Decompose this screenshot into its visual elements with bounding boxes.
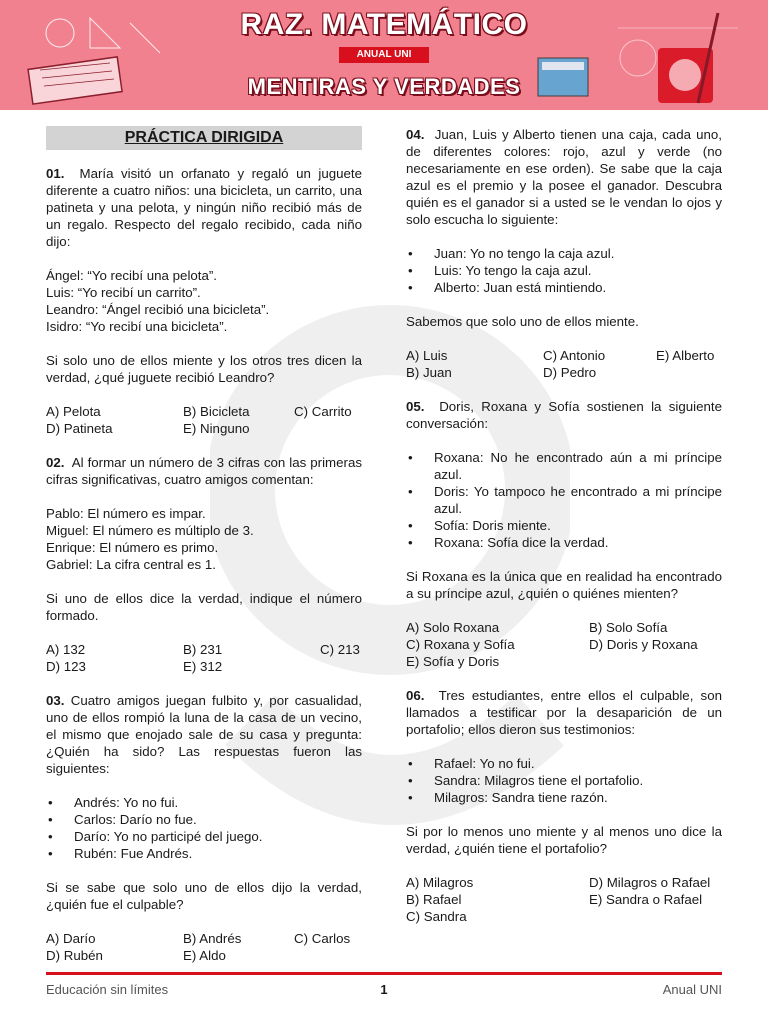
- option: E) Ninguno: [183, 421, 250, 436]
- option: A) Darío: [46, 931, 96, 946]
- option: B) Juan: [406, 365, 452, 380]
- option: A) Pelota: [46, 404, 101, 419]
- statement: Enrique: El número es primo.: [46, 540, 219, 555]
- question-number: 02.: [46, 455, 65, 470]
- footer-slogan: Educación sin límites: [46, 982, 169, 997]
- statement: Miguel: El número es múltiplo de 3.: [46, 523, 254, 538]
- option: D) Rubén: [46, 948, 103, 963]
- footer-divider: [46, 972, 722, 975]
- answer-options: [406, 874, 722, 925]
- question-text: Juan, Luis y Alberto tienen una caja, cada uno, de diferentes colores: rojo, azul y verde (no necesariamente en ese orden). Se sabe que la caja azul es el premio y la posee el ganador. Descubra quién es el ganador si a usted se le vendan lo ojos y solo escucha lo siguiente:: [406, 127, 722, 227]
- option: C) Carlos: [294, 931, 351, 946]
- statement: • Doris: Yo tampoco he encontrado a mi príncipe azul.: [406, 483, 722, 517]
- option: E) Sandra o Rafael: [589, 892, 703, 907]
- question-04: [406, 126, 722, 381]
- statement: • Rubén: Fue Andrés.: [46, 845, 362, 862]
- statement: • Sandra: Milagros tiene el portafolio.: [406, 772, 722, 789]
- statement-list: [406, 449, 722, 551]
- question-01: [46, 165, 362, 437]
- option: E) Alberto: [656, 348, 715, 363]
- statement: • Rafael: Yo no fui.: [406, 755, 722, 772]
- statement: • Juan: Yo no tengo la caja azul.: [406, 245, 722, 262]
- option: C) Carrito: [294, 404, 352, 419]
- option: A) Solo Roxana: [406, 620, 500, 635]
- statement: • Andrés: Yo no fui.: [46, 794, 362, 811]
- statement: • Roxana: No he encontrado aún a mi príncipe azul.: [406, 449, 722, 483]
- page-number: 1: [380, 982, 388, 997]
- question-text: Doris, Roxana y Sofía sostienen la siguiente conversación:: [406, 399, 722, 431]
- question-prompt: Si por lo menos uno miente y al menos uno dice la verdad, ¿quién tiene el portafolio?: [406, 824, 722, 856]
- option: C) Sandra: [406, 909, 467, 924]
- statement: • Carlos: Darío no fue.: [46, 811, 362, 828]
- option: A) 132: [46, 642, 86, 657]
- statement: • Roxana: Sofía dice la verdad.: [406, 534, 722, 551]
- question-05: [406, 398, 722, 670]
- option: E) Sofía y Doris: [406, 654, 500, 669]
- statement: • Sofía: Doris miente.: [406, 517, 722, 534]
- question-prompt: Si solo uno de ellos miente y los otros tres dicen la verdad, ¿qué juguete recibió Leandro?: [46, 353, 362, 385]
- option: C) Antonio: [543, 348, 606, 363]
- option: B) 231: [183, 642, 223, 657]
- statement: Leandro: “Ángel recibió una bicicleta”.: [46, 302, 270, 317]
- answer-options: [406, 619, 722, 670]
- option: D) Pedro: [543, 365, 597, 380]
- statement: • Alberto: Juan está mintiendo.: [406, 279, 722, 296]
- question-text: María visitó un orfanato y regaló un juguete diferente a cuatro niños: una bicicleta, un carrito, una patineta y una pelota, y ningún niño recibió más de un regalo. Respecto del regalo recibido, cada niño dijo:: [46, 166, 362, 249]
- answer-options: [46, 403, 362, 437]
- option: A) Milagros: [406, 875, 474, 890]
- left-column: [46, 126, 362, 964]
- question-06: [406, 687, 722, 925]
- answer-options: [46, 641, 362, 675]
- option: D) Milagros o Rafael: [589, 875, 711, 890]
- question-prompt: Si uno de ellos dice la verdad, indique el número formado.: [46, 591, 362, 623]
- question-number: 05.: [406, 399, 425, 414]
- option: B) Andrés: [183, 931, 242, 946]
- statement: Luis: “Yo recibí un carrito”.: [46, 285, 201, 300]
- answer-options: [406, 347, 722, 381]
- statement-list: [406, 245, 722, 296]
- course-badge: ANUAL UNI: [339, 47, 429, 63]
- option: A) Luis: [406, 348, 448, 363]
- footer-course: Anual UNI: [662, 982, 722, 997]
- course-title: RAZ. MATEMÁTICO: [240, 8, 528, 41]
- option: C) Roxana y Sofía: [406, 637, 515, 652]
- option: B) Rafael: [406, 892, 462, 907]
- question-03: [46, 692, 362, 964]
- question-prompt: Sabemos que solo uno de ellos miente.: [406, 314, 639, 329]
- topic-title: MENTIRAS Y VERDADES: [247, 74, 521, 99]
- option: E) 312: [183, 659, 223, 674]
- question-text: Tres estudiantes, entre ellos el culpable, son llamados a testificar por la desaparición de un portafolio; ellos dieron sus testimonios:: [406, 688, 722, 737]
- statement-list: [46, 794, 362, 862]
- question-prompt: Si se sabe que solo uno de ellos dijo la verdad, ¿quién fue el culpable?: [46, 880, 362, 912]
- question-text: Al formar un número de 3 cifras con las primeras cifras significativas, cuatro amigos comentan:: [46, 455, 362, 487]
- statement: Isidro: “Yo recibí una bicicleta”.: [46, 319, 228, 334]
- answer-options: [46, 930, 362, 964]
- statement: Pablo: El número es impar.: [46, 506, 206, 521]
- statement: Gabriel: La cifra central es 1.: [46, 557, 216, 572]
- statement-list: [406, 755, 722, 806]
- section-title: PRÁCTICA DIRIGIDA: [46, 126, 362, 150]
- question-02: [46, 454, 362, 675]
- option: C) 213: [320, 642, 360, 657]
- statement: • Milagros: Sandra tiene razón.: [406, 789, 722, 806]
- statement: Ángel: “Yo recibí una pelota”.: [46, 268, 218, 283]
- question-number: 04.: [406, 127, 425, 142]
- question-prompt: Si Roxana es la única que en realidad ha encontrado a su príncipe azul, ¿quién o quiénes mienten?: [406, 569, 722, 601]
- question-number: 06.: [406, 688, 425, 703]
- option: D) Doris y Roxana: [589, 637, 698, 652]
- question-number: 01.: [46, 166, 65, 181]
- option: B) Bicicleta: [183, 404, 250, 419]
- option: E) Aldo: [183, 948, 226, 963]
- statement: • Darío: Yo no participé del juego.: [46, 828, 362, 845]
- option: D) 123: [46, 659, 86, 674]
- header-banner: [0, 0, 768, 110]
- question-number: 03.: [46, 693, 65, 708]
- option: D) Patineta: [46, 421, 113, 436]
- statement: • Luis: Yo tengo la caja azul.: [406, 262, 722, 279]
- question-text: Cuatro amigos juegan fulbito y, por casualidad, uno de ellos rompió la luna de la casa de un vecino, el mismo que enojado sale de su casa y pregunta: ¿Quién ha sido? Las respuestas fueron las siguientes:: [46, 693, 362, 776]
- option: B) Solo Sofía: [589, 620, 668, 635]
- right-column: [406, 126, 722, 925]
